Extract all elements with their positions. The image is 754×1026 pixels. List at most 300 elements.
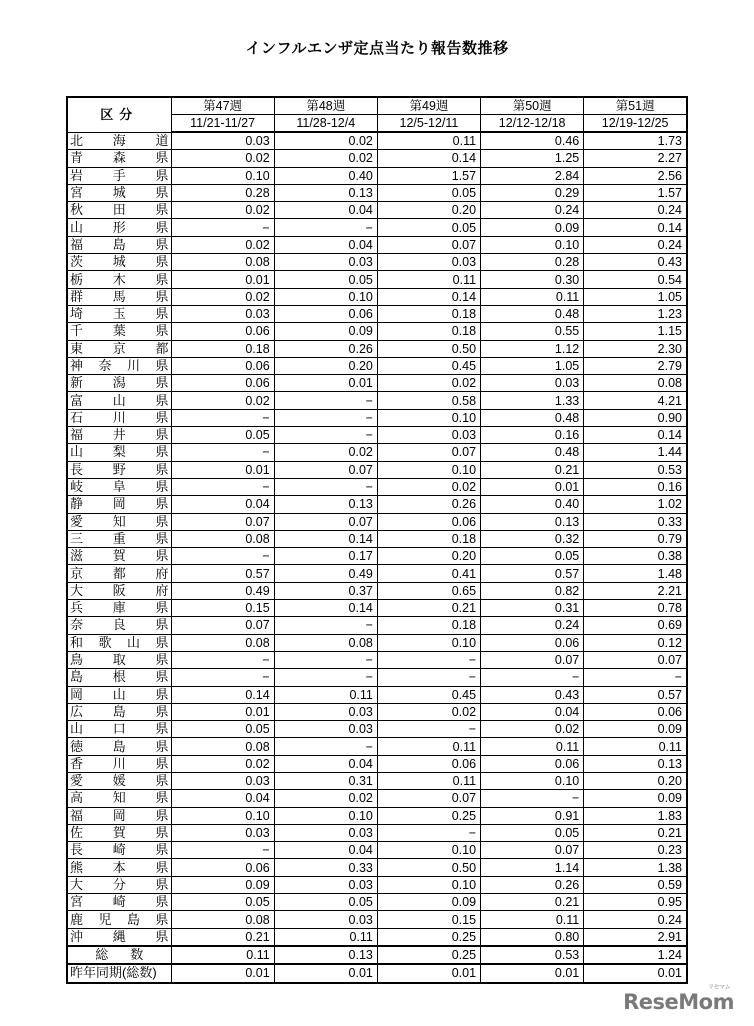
value-cell: 0.03 <box>274 254 377 271</box>
value-cell: 0.24 <box>481 202 584 219</box>
value-cell: 0.24 <box>584 236 687 253</box>
value-cell: 0.06 <box>377 513 480 530</box>
value-cell: 0.16 <box>584 478 687 495</box>
value-cell: 0.09 <box>377 894 480 911</box>
value-cell: 0.12 <box>584 634 687 651</box>
value-cell: 0.07 <box>377 444 480 461</box>
value-cell: 0.59 <box>584 876 687 893</box>
value-cell: 0.38 <box>584 548 687 565</box>
value-cell: − <box>171 651 274 668</box>
row-label: 埼玉県 <box>67 305 171 322</box>
value-cell: 0.53 <box>481 946 584 964</box>
row-label: 昨年同期(総数) <box>67 964 171 982</box>
value-cell: 0.08 <box>171 738 274 755</box>
value-cell: 0.20 <box>274 357 377 374</box>
row-label: 福岡県 <box>67 807 171 824</box>
value-cell: 1.33 <box>481 392 584 409</box>
row-label: 東京都 <box>67 340 171 357</box>
table-row <box>67 305 687 322</box>
row-label: 島根県 <box>67 669 171 686</box>
row-label: 広島県 <box>67 703 171 720</box>
value-cell: 0.11 <box>481 738 584 755</box>
table-row <box>67 427 687 444</box>
table-row <box>67 928 687 946</box>
value-cell: 0.08 <box>584 375 687 392</box>
header-week-51: 第51週 <box>584 97 687 115</box>
table-row <box>67 254 687 271</box>
table-row <box>67 686 687 703</box>
table-row <box>67 859 687 876</box>
value-cell: 0.33 <box>274 859 377 876</box>
total-row <box>67 964 687 982</box>
value-cell: 0.15 <box>171 600 274 617</box>
table-row <box>67 600 687 617</box>
table-row <box>67 392 687 409</box>
value-cell: 1.57 <box>584 184 687 201</box>
header-range-49: 12/5-12/11 <box>377 115 480 133</box>
value-cell: 0.01 <box>377 964 480 982</box>
row-label: 宮城県 <box>67 184 171 201</box>
value-cell: 0.55 <box>481 323 584 340</box>
value-cell: 0.05 <box>274 894 377 911</box>
value-cell: 0.14 <box>171 686 274 703</box>
value-cell: 0.14 <box>377 150 480 167</box>
row-label: 総 数 <box>67 946 171 964</box>
value-cell: − <box>274 478 377 495</box>
value-cell: 0.03 <box>377 254 480 271</box>
value-cell: 0.07 <box>274 461 377 478</box>
value-cell: 0.08 <box>171 911 274 928</box>
value-cell: 0.01 <box>481 478 584 495</box>
value-cell: 1.05 <box>481 357 584 374</box>
value-cell: 1.05 <box>584 288 687 305</box>
value-cell: 0.10 <box>377 634 480 651</box>
row-label: 香川県 <box>67 755 171 772</box>
table-row <box>67 132 687 150</box>
value-cell: 0.06 <box>171 323 274 340</box>
value-cell: 0.07 <box>377 236 480 253</box>
row-label: 和歌山県 <box>67 634 171 651</box>
value-cell: 0.90 <box>584 409 687 426</box>
value-cell: 2.30 <box>584 340 687 357</box>
value-cell: 0.03 <box>377 427 480 444</box>
value-cell: 0.69 <box>584 617 687 634</box>
value-cell: 0.43 <box>584 254 687 271</box>
value-cell: 0.05 <box>481 824 584 841</box>
value-cell: 0.21 <box>377 600 480 617</box>
value-cell: 1.23 <box>584 305 687 322</box>
table-row <box>67 669 687 686</box>
value-cell: 0.45 <box>377 686 480 703</box>
header-week-50: 第50週 <box>481 97 584 115</box>
row-label: 山形県 <box>67 219 171 236</box>
table-row <box>67 548 687 565</box>
value-cell: 0.02 <box>377 703 480 720</box>
table-row <box>67 375 687 392</box>
value-cell: 0.05 <box>171 427 274 444</box>
value-cell: 0.80 <box>481 928 584 946</box>
value-cell: − <box>481 669 584 686</box>
value-cell: 0.57 <box>481 565 584 582</box>
table-row <box>67 634 687 651</box>
row-label: 愛媛県 <box>67 772 171 789</box>
value-cell: 0.10 <box>377 409 480 426</box>
value-cell: 0.50 <box>377 340 480 357</box>
influenza-report-table <box>66 96 688 984</box>
table-row <box>67 876 687 893</box>
value-cell: 0.06 <box>171 357 274 374</box>
value-cell: 0.02 <box>171 755 274 772</box>
value-cell: − <box>171 409 274 426</box>
row-label: 岡山県 <box>67 686 171 703</box>
value-cell: 1.83 <box>584 807 687 824</box>
value-cell: 0.13 <box>274 184 377 201</box>
value-cell: 0.32 <box>481 530 584 547</box>
value-cell: 0.13 <box>481 513 584 530</box>
value-cell: − <box>274 392 377 409</box>
value-cell: 0.04 <box>171 790 274 807</box>
value-cell: 0.54 <box>584 271 687 288</box>
value-cell: 1.73 <box>584 132 687 150</box>
row-label: 大阪府 <box>67 582 171 599</box>
value-cell: 0.01 <box>274 964 377 982</box>
value-cell: 1.15 <box>584 323 687 340</box>
row-label: 栃木県 <box>67 271 171 288</box>
value-cell: 0.06 <box>584 703 687 720</box>
value-cell: 0.20 <box>377 202 480 219</box>
value-cell: 0.05 <box>377 219 480 236</box>
row-label: 山口県 <box>67 721 171 738</box>
header-range-47: 11/21-11/27 <box>171 115 274 133</box>
table-row <box>67 167 687 184</box>
table-row <box>67 807 687 824</box>
value-cell: 4.21 <box>584 392 687 409</box>
value-cell: 0.21 <box>584 824 687 841</box>
value-cell: 0.18 <box>171 340 274 357</box>
row-label: 京都府 <box>67 565 171 582</box>
value-cell: 0.05 <box>274 271 377 288</box>
value-cell: 0.26 <box>377 496 480 513</box>
value-cell: 0.03 <box>274 703 377 720</box>
header-kubun: 区分 <box>67 97 171 132</box>
table-row <box>67 357 687 374</box>
value-cell: 0.10 <box>377 461 480 478</box>
table-row <box>67 340 687 357</box>
value-cell: − <box>171 478 274 495</box>
table-row <box>67 565 687 582</box>
value-cell: 0.06 <box>274 305 377 322</box>
value-cell: 0.11 <box>377 772 480 789</box>
value-cell: 0.26 <box>481 876 584 893</box>
row-label: 鹿児島県 <box>67 911 171 928</box>
row-label: 秋田県 <box>67 202 171 219</box>
value-cell: 0.20 <box>584 772 687 789</box>
value-cell: 0.07 <box>274 513 377 530</box>
row-label: 三重県 <box>67 530 171 547</box>
row-label: 福井県 <box>67 427 171 444</box>
value-cell: 0.40 <box>274 167 377 184</box>
value-cell: 0.10 <box>274 288 377 305</box>
row-label: 熊本県 <box>67 859 171 876</box>
value-cell: − <box>274 427 377 444</box>
table-row <box>67 409 687 426</box>
table-row <box>67 824 687 841</box>
value-cell: 0.02 <box>171 392 274 409</box>
value-cell: − <box>274 669 377 686</box>
value-cell: 0.04 <box>274 842 377 859</box>
value-cell: 0.04 <box>274 236 377 253</box>
table-row <box>67 842 687 859</box>
value-cell: 0.01 <box>171 964 274 982</box>
value-cell: 0.02 <box>274 150 377 167</box>
value-cell: 0.10 <box>171 167 274 184</box>
row-label: 北海道 <box>67 132 171 150</box>
value-cell: 0.57 <box>584 686 687 703</box>
table-body <box>67 132 687 983</box>
value-cell: 0.45 <box>377 357 480 374</box>
value-cell: 0.25 <box>377 928 480 946</box>
value-cell: 0.25 <box>377 946 480 964</box>
table-row <box>67 738 687 755</box>
value-cell: 0.06 <box>481 634 584 651</box>
row-label: 岐阜県 <box>67 478 171 495</box>
value-cell: − <box>274 409 377 426</box>
value-cell: 0.11 <box>274 928 377 946</box>
value-cell: 0.02 <box>274 132 377 150</box>
value-cell: 0.06 <box>171 859 274 876</box>
value-cell: 0.82 <box>481 582 584 599</box>
value-cell: 0.37 <box>274 582 377 599</box>
value-cell: 0.65 <box>377 582 480 599</box>
value-cell: 0.03 <box>171 824 274 841</box>
row-label: 青森県 <box>67 150 171 167</box>
value-cell: − <box>274 617 377 634</box>
value-cell: 0.28 <box>481 254 584 271</box>
value-cell: 0.14 <box>584 219 687 236</box>
table-row <box>67 790 687 807</box>
value-cell: 0.46 <box>481 132 584 150</box>
value-cell: 0.43 <box>481 686 584 703</box>
row-label: 滋賀県 <box>67 548 171 565</box>
table-row <box>67 150 687 167</box>
value-cell: 0.04 <box>481 703 584 720</box>
table-row <box>67 461 687 478</box>
value-cell: 0.11 <box>481 911 584 928</box>
value-cell: 2.84 <box>481 167 584 184</box>
value-cell: 1.48 <box>584 565 687 582</box>
table-row <box>67 617 687 634</box>
row-label: 兵庫県 <box>67 600 171 617</box>
row-label: 神奈川県 <box>67 357 171 374</box>
row-label: 茨城県 <box>67 254 171 271</box>
value-cell: 0.11 <box>171 946 274 964</box>
value-cell: 0.21 <box>481 894 584 911</box>
value-cell: 0.91 <box>481 807 584 824</box>
row-label: 山梨県 <box>67 444 171 461</box>
value-cell: 0.18 <box>377 530 480 547</box>
value-cell: − <box>377 824 480 841</box>
value-cell: 0.26 <box>274 340 377 357</box>
value-cell: 2.27 <box>584 150 687 167</box>
value-cell: 0.14 <box>584 427 687 444</box>
value-cell: 1.38 <box>584 859 687 876</box>
value-cell: 0.08 <box>171 530 274 547</box>
value-cell: 0.01 <box>584 964 687 982</box>
value-cell: 0.11 <box>377 738 480 755</box>
value-cell: 0.03 <box>274 876 377 893</box>
row-label: 群馬県 <box>67 288 171 305</box>
value-cell: − <box>171 444 274 461</box>
value-cell: 0.10 <box>481 236 584 253</box>
value-cell: 0.58 <box>377 392 480 409</box>
value-cell: 0.01 <box>171 461 274 478</box>
value-cell: 0.11 <box>377 271 480 288</box>
row-label: 徳島県 <box>67 738 171 755</box>
value-cell: − <box>481 790 584 807</box>
value-cell: 0.14 <box>274 600 377 617</box>
table-row <box>67 894 687 911</box>
row-label: 千葉県 <box>67 323 171 340</box>
value-cell: 0.02 <box>377 478 480 495</box>
value-cell: 0.95 <box>584 894 687 911</box>
value-cell: 0.78 <box>584 600 687 617</box>
value-cell: 0.50 <box>377 859 480 876</box>
table-row <box>67 202 687 219</box>
value-cell: 0.53 <box>584 461 687 478</box>
value-cell: 0.23 <box>584 842 687 859</box>
value-cell: 0.24 <box>481 617 584 634</box>
value-cell: 0.01 <box>171 703 274 720</box>
value-cell: 0.11 <box>377 132 480 150</box>
logo-text: ReseMom <box>623 990 734 1014</box>
value-cell: 0.03 <box>274 824 377 841</box>
value-cell: − <box>377 651 480 668</box>
table-row <box>67 271 687 288</box>
value-cell: 0.09 <box>584 721 687 738</box>
value-cell: 0.02 <box>171 202 274 219</box>
table-row <box>67 721 687 738</box>
header-week-48: 第48週 <box>274 97 377 115</box>
value-cell: 0.24 <box>584 911 687 928</box>
header-range-51: 12/19-12/25 <box>584 115 687 133</box>
value-cell: 0.31 <box>274 772 377 789</box>
table-row <box>67 288 687 305</box>
value-cell: 0.05 <box>481 548 584 565</box>
value-cell: 0.02 <box>377 375 480 392</box>
value-cell: 0.41 <box>377 565 480 582</box>
value-cell: 0.06 <box>171 375 274 392</box>
value-cell: − <box>171 219 274 236</box>
row-label: 石川県 <box>67 409 171 426</box>
value-cell: − <box>171 669 274 686</box>
value-cell: 0.09 <box>274 323 377 340</box>
value-cell: 0.03 <box>171 132 274 150</box>
value-cell: 0.49 <box>171 582 274 599</box>
value-cell: 0.02 <box>171 288 274 305</box>
row-label: 佐賀県 <box>67 824 171 841</box>
value-cell: 0.48 <box>481 305 584 322</box>
header-range-50: 12/12-12/18 <box>481 115 584 133</box>
value-cell: 0.10 <box>171 807 274 824</box>
value-cell: 0.04 <box>171 496 274 513</box>
value-cell: 0.29 <box>481 184 584 201</box>
value-cell: − <box>584 669 687 686</box>
value-cell: 0.49 <box>274 565 377 582</box>
header-row-weeks <box>67 97 687 115</box>
value-cell: 0.04 <box>274 755 377 772</box>
value-cell: 0.21 <box>171 928 274 946</box>
value-cell: 0.40 <box>481 496 584 513</box>
logo-kana: リセマム <box>708 984 730 991</box>
header-range-48: 11/28-12/4 <box>274 115 377 133</box>
value-cell: 0.07 <box>171 617 274 634</box>
value-cell: 0.02 <box>274 444 377 461</box>
value-cell: 1.14 <box>481 859 584 876</box>
value-cell: 0.01 <box>274 375 377 392</box>
value-cell: 0.28 <box>171 184 274 201</box>
row-label: 静岡県 <box>67 496 171 513</box>
table-row <box>67 530 687 547</box>
table-row <box>67 513 687 530</box>
row-label: 大分県 <box>67 876 171 893</box>
resemom-logo <box>623 984 734 1014</box>
value-cell: 0.13 <box>584 755 687 772</box>
value-cell: − <box>171 548 274 565</box>
value-cell: 0.10 <box>274 807 377 824</box>
table-row <box>67 772 687 789</box>
value-cell: 0.21 <box>481 461 584 478</box>
value-cell: 0.10 <box>481 772 584 789</box>
value-cell: 0.01 <box>481 964 584 982</box>
value-cell: 0.02 <box>274 790 377 807</box>
value-cell: 0.07 <box>377 790 480 807</box>
value-cell: 0.05 <box>171 894 274 911</box>
value-cell: 1.25 <box>481 150 584 167</box>
value-cell: 0.08 <box>171 254 274 271</box>
value-cell: 0.25 <box>377 807 480 824</box>
value-cell: 0.57 <box>171 565 274 582</box>
value-cell: 0.11 <box>274 686 377 703</box>
value-cell: 0.02 <box>171 236 274 253</box>
value-cell: 1.24 <box>584 946 687 964</box>
value-cell: 0.05 <box>377 184 480 201</box>
value-cell: 0.18 <box>377 617 480 634</box>
row-label: 新潟県 <box>67 375 171 392</box>
table-row <box>67 323 687 340</box>
value-cell: 0.09 <box>481 219 584 236</box>
value-cell: 0.02 <box>481 721 584 738</box>
row-label: 長崎県 <box>67 842 171 859</box>
value-cell: 0.18 <box>377 305 480 322</box>
value-cell: 0.16 <box>481 427 584 444</box>
value-cell: 1.57 <box>377 167 480 184</box>
value-cell: 0.06 <box>481 755 584 772</box>
value-cell: 0.03 <box>171 305 274 322</box>
row-label: 福島県 <box>67 236 171 253</box>
value-cell: 0.07 <box>481 651 584 668</box>
value-cell: 0.03 <box>481 375 584 392</box>
row-label: 高知県 <box>67 790 171 807</box>
value-cell: 0.18 <box>377 323 480 340</box>
value-cell: − <box>274 738 377 755</box>
header-week-49: 第49週 <box>377 97 480 115</box>
row-label: 愛知県 <box>67 513 171 530</box>
value-cell: 1.02 <box>584 496 687 513</box>
value-cell: 0.10 <box>377 842 480 859</box>
value-cell: 0.31 <box>481 600 584 617</box>
table-row <box>67 184 687 201</box>
row-label: 宮崎県 <box>67 894 171 911</box>
